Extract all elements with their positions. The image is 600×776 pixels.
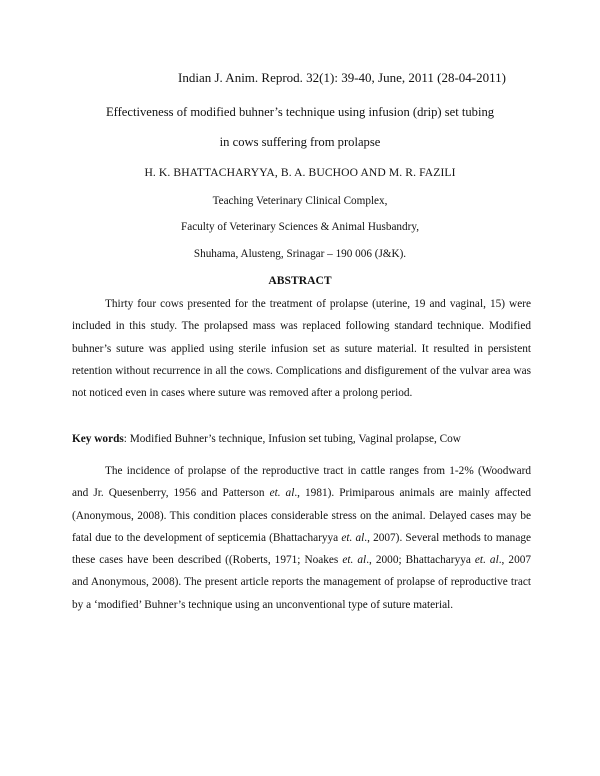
keywords xyxy=(72,428,531,450)
affiliation-line-3: Shuhama, Alusteng, Srinagar – 190 006 (J&K). xyxy=(193,248,407,260)
intro-paragraph xyxy=(72,460,531,616)
intro-text-4: ., 2000; Bhattacharyya xyxy=(366,554,475,567)
et-al-4: et. al xyxy=(474,554,499,567)
et-al-2: et. al xyxy=(341,531,365,544)
abstract-text: Thirty four cows presented for the treatment of prolapse (uterine, 19 and vaginal, 15) were included in this study. The prolapsed mass was replaced following standard technique. Modified buhner’s suture was applied using sterile infusion set as suture material. It resulted in persistent retention without recurrence in all the cows. Complications and disfigurement of the vulvar area was not noticed even in cases where suture was removed after a prolong period. xyxy=(72,298,531,400)
paper-title-line-2: in cows suffering from prolapse xyxy=(219,135,381,149)
et-al-1: et. al xyxy=(269,487,295,500)
intro-text-3: ., 2007). Several methods to manage these cases have been described ((Roberts, 1971; Noakes xyxy=(72,531,531,567)
affiliation-line-1: Teaching Veterinary Clinical Complex, xyxy=(212,195,388,207)
intro-text-2: ., 1981). Primiparous animals are mainly affected (Anonymous, 2008). This condition places considerable stress on the animal. Delayed cases may be fatal due to the development of septicemia (Bhattacharyya xyxy=(72,487,532,544)
paper-title-line-1: Effectiveness of modified buhner’s technique using infusion (drip) set tubing xyxy=(105,105,495,119)
intro-text-1: The incidence of prolapse of the reproductive tract in cattle ranges from 1-2% (Woodward and Jr. Quesenberry, 1956 and Patterson xyxy=(72,465,531,500)
keywords-text: : Modified Buhner’s technique, Infusion set tubing, Vaginal prolapse, Cow xyxy=(123,433,461,445)
journal-citation: Indian J. Anim. Reprod. 32(1): 39-40, June, 2011 (28-04-2011) xyxy=(178,70,506,85)
affiliation-line-2: Faculty of Veterinary Sciences & Animal Husbandry, xyxy=(181,221,419,233)
intro-text-5: ., 2007 and Anonymous, 2008). The present article reports the management of prolapse of reproductive tract by a ‘modified’ Buhner’s technique using an unconventional type of suture material. xyxy=(72,554,532,611)
keywords-label: Key words xyxy=(72,433,124,445)
et-al-3: et. al xyxy=(342,554,367,567)
abstract-heading: ABSTRACT xyxy=(268,274,332,287)
authors: H. K. BHATTACHARYYA, B. A. BUCHOO AND M. R. FAZILI xyxy=(144,166,456,179)
